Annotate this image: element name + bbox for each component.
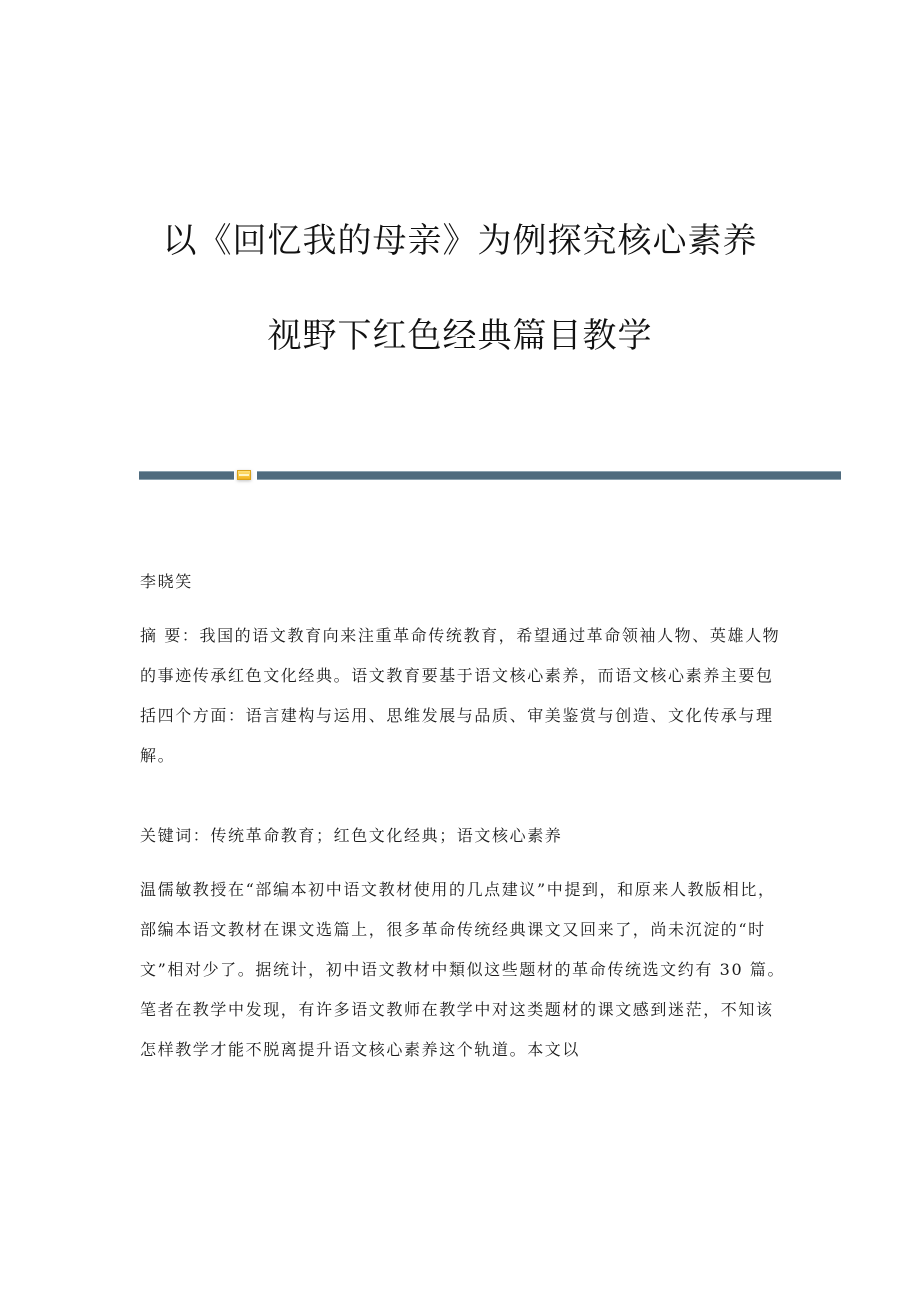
abstract-paragraph: 摘 要：我国的语文教育向来注重革命传统教育，希望通过革命领袖人物、英雄人物的事迹传承红色文化经典。语文教育要基于语文核心素养，而语文核心素养主要包括四个方面：语言建构与运用、思维发展与品质、审美鉴赏与创造、文化传承与理解。 — [140, 626, 781, 765]
body-paragraph: 温儒敏教授在“部编本初中语文教材使用的几点建议”中提到，和原来人教版相比，部编本语文教材在课文选篇上，很多革命传统经典课文又回来了，尚未沉淀的“时文”相对少了。据统计，初中语文教材中類似这些题材的革命传统选文约有 30 篇。笔者在教学中发现，有许多语文教师在教学中对这类题材的课文感到迷茫，不知该怎样教学才能不脱离提升语文核心素养这个轨道。本文以 — [140, 880, 786, 1059]
author-name: 李晓笑 — [140, 572, 193, 591]
divider-ornament-icon — [237, 470, 251, 480]
keywords-line: 关键词：传统革命教育；红色文化经典；语文核心素养 — [140, 826, 563, 845]
title-divider-right — [257, 471, 841, 480]
document-title-line-1: 以《回忆我的母亲》为例探究核心素养 — [162, 221, 758, 261]
title-divider-left — [139, 471, 234, 480]
document-title-line-2: 视野下红色经典篇目教学 — [267, 316, 653, 356]
